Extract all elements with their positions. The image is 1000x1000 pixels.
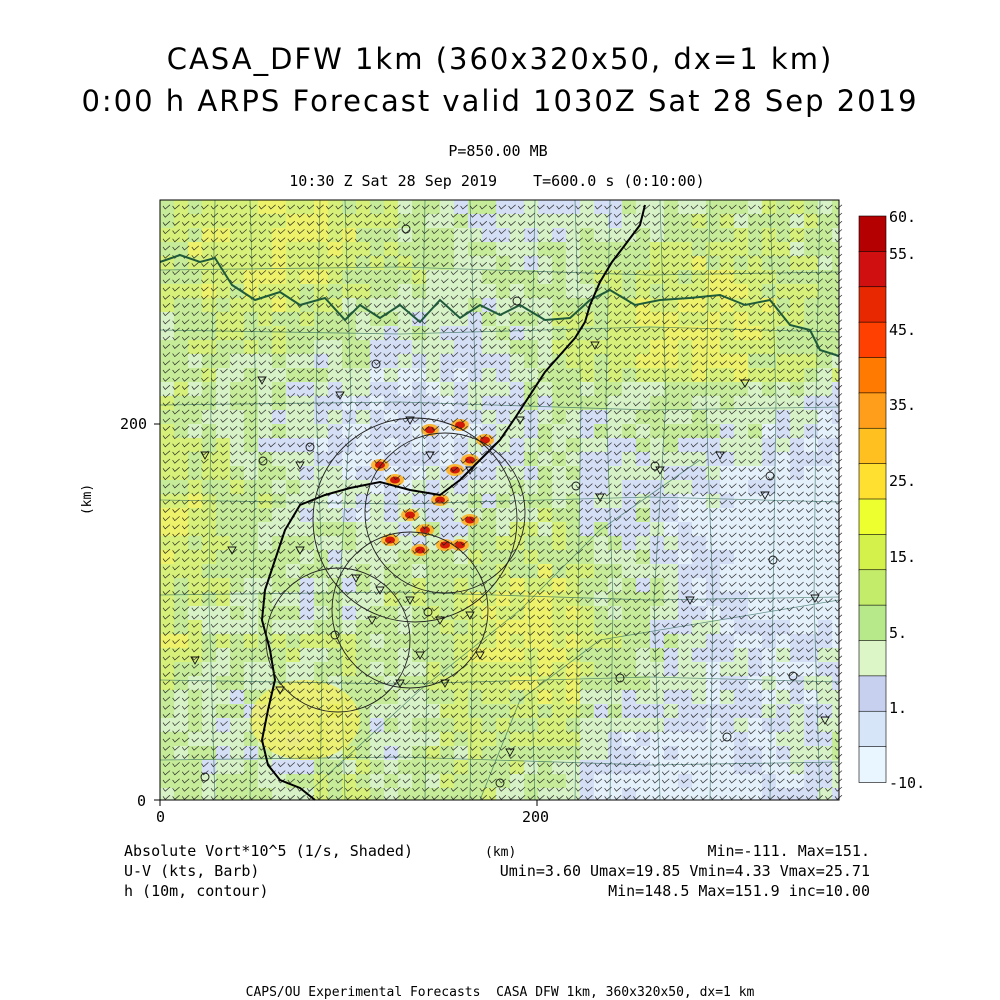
colorbar [859, 216, 886, 783]
colorbar-label-35: 35. [889, 396, 917, 414]
colorbar-swatch [859, 534, 886, 570]
pressure-level: P=850.00 MB [448, 142, 548, 160]
colorbar-swatch [859, 251, 886, 287]
legend-field-vorticity: Absolute Vort*10^5 (1/s, Shaded) [124, 842, 413, 860]
y-tick-label-0: 0 [137, 792, 147, 810]
colorbar-label-60: 60. [889, 208, 917, 226]
colorbar-label-45: 45. [889, 321, 917, 339]
colorbar-swatch [859, 358, 886, 394]
colorbar-swatch [859, 393, 886, 429]
colorbar-swatch [859, 322, 886, 358]
colorbar-swatch [859, 499, 886, 535]
colorbar-label-5: 5. [889, 624, 908, 642]
title-line-1: CASA_DFW 1km (360x320x50, dx=1 km) [166, 42, 834, 76]
colorbar-label-15: 15. [889, 548, 917, 566]
colorbar-label-1: 1. [889, 699, 908, 717]
y-axis-label: (km) [80, 483, 96, 516]
colorbar-swatch [859, 428, 886, 464]
valid-time: 10:30 Z Sat 28 Sep 2019 T=600.0 s (0:10:00) [289, 172, 705, 190]
colorbar-swatch [859, 711, 886, 747]
x-tick-label-200: 200 [522, 808, 550, 826]
legend-stats-wind: Umin=3.60 Umax=19.85 Vmin=4.33 Vmax=25.71 [499, 862, 870, 880]
x-axis-label: (km) [485, 845, 517, 860]
colorbar-label-minus10: -10. [889, 774, 926, 792]
colorbar-label-55: 55. [889, 245, 917, 263]
title-line-2: 0:00 h ARPS Forecast valid 1030Z Sat 28 Sep 2019 [81, 84, 919, 118]
colorbar-swatch [859, 464, 886, 500]
footer-credit: CAPS/OU Experimental Forecasts CASA DFW 1km, 360x320x50, dx=1 km [245, 985, 755, 1000]
legend-field-height: h (10m, contour) [124, 882, 269, 900]
legend-stats-vorticity: Min=-111. Max=151. [707, 842, 870, 860]
colorbar-swatch [859, 641, 886, 677]
colorbar-swatch [859, 287, 886, 323]
colorbar-swatch [859, 605, 886, 641]
colorbar-swatch [859, 676, 886, 712]
colorbar-swatch [859, 747, 886, 783]
colorbar-swatch [859, 216, 886, 252]
colorbar-label-25: 25. [889, 472, 917, 490]
legend-field-wind: U-V (kts, Barb) [124, 862, 260, 880]
y-tick-label-200: 200 [120, 415, 148, 433]
legend-stats-height: Min=148.5 Max=151.9 inc=10.00 [608, 882, 870, 900]
x-tick-label-0: 0 [156, 808, 166, 826]
colorbar-swatch [859, 570, 886, 606]
